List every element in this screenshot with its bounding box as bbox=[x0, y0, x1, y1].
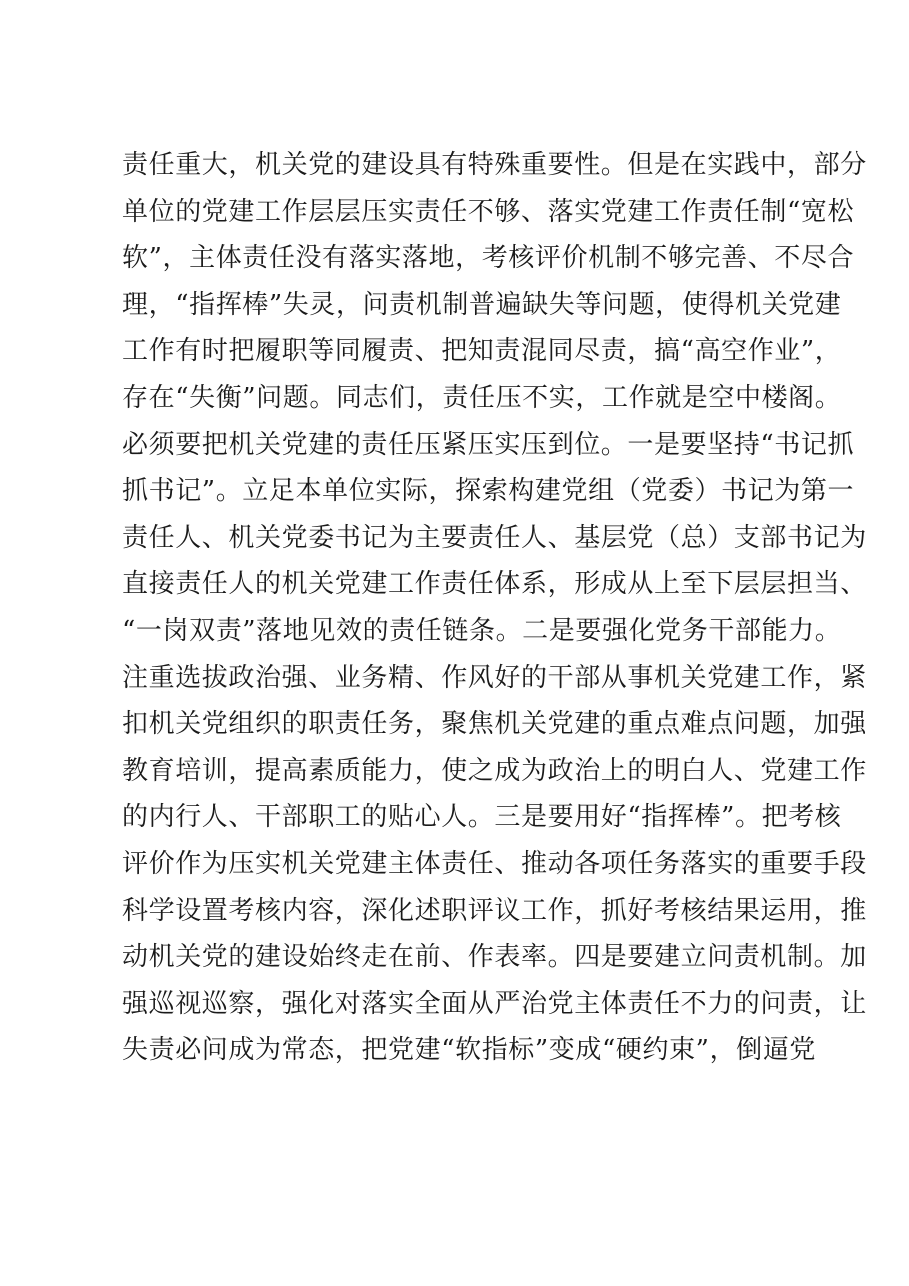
text-line: 失责必问成为常态，把党建“软指标”变成“硬约束”，倒逼党 bbox=[122, 1035, 816, 1066]
text-line: 软”，主体责任没有落实落地，考核评价机制不够完善、不尽合 bbox=[122, 243, 855, 274]
text-line: 存在“失衡”问题。同志们，责任压不实，工作就是空中楼阁。 bbox=[122, 382, 842, 413]
text-line: 的内行人、干部职工的贴心人。三是要用好“指挥棒”。把考核 bbox=[122, 802, 842, 833]
text-line: 扣机关党组织的职责任务，聚焦机关党建的重点难点问题，加强 bbox=[122, 709, 867, 740]
body-text bbox=[122, 142, 867, 1074]
text-line: 教育培训，提高素质能力，使之成为政治上的明白人、党建工作 bbox=[122, 755, 867, 786]
text-line: 抓书记”。立足本单位实际，探索构建党组（党委）书记为第一 bbox=[122, 476, 855, 507]
text-line: 单位的党建工作层层压实责任不够、落实党建工作责任制“宽松 bbox=[122, 196, 855, 227]
text-line: 科学设置考核内容，深化述职评议工作，抓好考核结果运用，推 bbox=[122, 895, 867, 926]
text-line: 评价作为压实机关党建主体责任、推动各项任务落实的重要手段 bbox=[122, 848, 867, 879]
text-line: 责任重大，机关党的建设具有特殊重要性。但是在实践中，部分 bbox=[122, 150, 867, 180]
text-line: 强巡视巡察，强化对落实全面从严治党主体责任不力的问责，让 bbox=[122, 988, 867, 1019]
text-line: 动机关党的建设始终走在前、作表率。四是要建立问责机制。加 bbox=[122, 942, 867, 973]
text-line: 理，“指挥棒”失灵，问责机制普遍缺失等问题，使得机关党建 bbox=[122, 289, 842, 320]
text-line: “一岗双责”落地见效的责任链条。二是要强化党务干部能力。 bbox=[122, 615, 842, 646]
text-line: 责任人、机关党委书记为主要责任人、基层党（总）支部书记为 bbox=[122, 522, 867, 553]
text-line: 必须要把机关党建的责任压紧压实压到位。一是要坚持“书记抓 bbox=[122, 429, 855, 460]
text-line: 注重选拔政治强、业务精、作风好的干部从事机关党建工作，紧 bbox=[122, 662, 867, 693]
text-line: 直接责任人的机关党建工作责任体系，形成从上至下层层担当、 bbox=[122, 569, 867, 600]
text-line: 工作有时把履职等同履责、把知责混同尽责，搞“高空作业”， bbox=[122, 336, 842, 367]
